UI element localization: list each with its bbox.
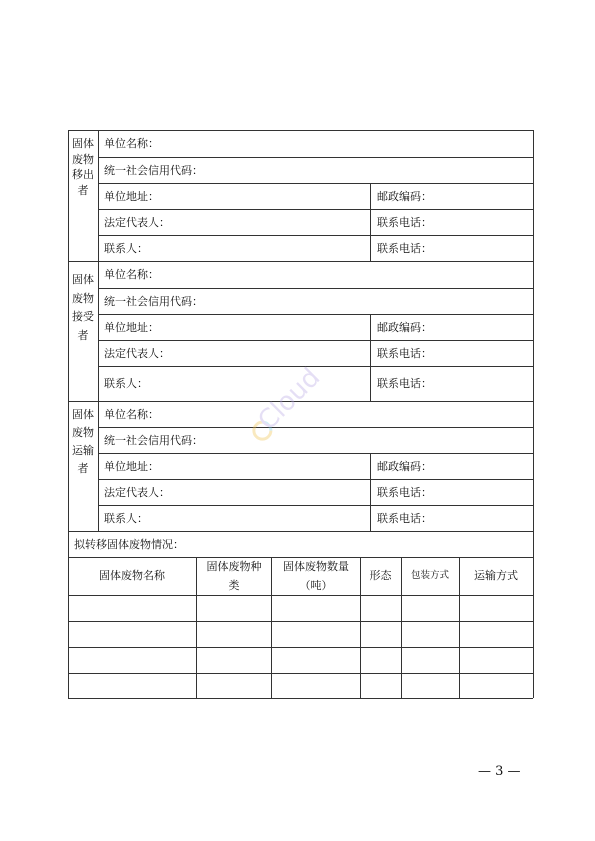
row-border: [68, 673, 533, 674]
row-border: [98, 183, 533, 184]
receiver-postcode-label: 邮政编码：: [377, 321, 432, 334]
col-header-waste-type: 固体废物种类: [206, 560, 262, 592]
row-border: [98, 157, 533, 158]
col-header-form: 形态: [369, 569, 392, 582]
section-title-carrier: 固体废物运输者: [72, 408, 94, 475]
carrier-contact-phone-label: 联系电话：: [377, 512, 432, 525]
section-border: [68, 531, 533, 532]
transfer-heading: 拟转移固体废物情况：: [74, 538, 184, 551]
sender-contact-phone-label: 联系电话：: [377, 242, 432, 255]
sender-unit-name-label: 单位名称：: [104, 137, 159, 150]
receiver-credit-code-label: 统一社会信用代码：: [104, 295, 203, 308]
watermark-text: Cloud: [252, 362, 327, 437]
row-border: [98, 288, 533, 289]
col-border: [370, 183, 371, 262]
receiver-unit-name-label: 单位名称：: [104, 268, 159, 281]
receiver-address-label: 单位地址：: [104, 321, 159, 334]
col-border: [196, 557, 197, 698]
col-border: [533, 130, 534, 698]
row-border: [98, 340, 533, 341]
row-border: [68, 595, 533, 596]
col-header-waste-quantity: 固体废物数量（吨）: [283, 560, 349, 592]
sender-credit-code-label: 统一社会信用代码：: [104, 164, 203, 177]
receiver-contact-label: 联系人：: [104, 377, 148, 390]
carrier-credit-code-label: 统一社会信用代码：: [104, 434, 203, 447]
carrier-contact-label: 联系人：: [104, 512, 148, 525]
row-border: [68, 698, 533, 699]
row-border: [68, 130, 533, 131]
page-number: — 3 —: [478, 764, 521, 779]
col-border: [98, 130, 99, 531]
sender-phone-label: 联系电话：: [377, 216, 432, 229]
row-border: [98, 427, 533, 428]
row-border: [98, 209, 533, 210]
row-border: [98, 235, 533, 236]
sender-legal-rep-label: 法定代表人：: [104, 216, 170, 229]
row-border: [68, 621, 533, 622]
row-border: [98, 314, 533, 315]
col-border: [68, 130, 69, 698]
col-border: [370, 314, 371, 401]
row-border: [98, 453, 533, 454]
col-header-waste-name: 固体废物名称: [99, 569, 165, 582]
carrier-postcode-label: 邮政编码：: [377, 460, 432, 473]
carrier-unit-name-label: 单位名称：: [104, 408, 159, 421]
carrier-phone-label: 联系电话：: [377, 486, 432, 499]
section-title-sender: 固体废物移出者: [72, 137, 94, 197]
section-border: [68, 261, 533, 262]
row-border: [68, 647, 533, 648]
col-border: [271, 557, 272, 698]
receiver-phone-label: 联系电话：: [377, 347, 432, 360]
col-border: [370, 453, 371, 531]
sender-contact-label: 联系人：: [104, 242, 148, 255]
carrier-address-label: 单位地址：: [104, 460, 159, 473]
sender-address-label: 单位地址：: [104, 190, 159, 203]
section-title-receiver: 固体废物接受者: [72, 273, 94, 342]
row-border: [98, 479, 533, 480]
carrier-legal-rep-label: 法定代表人：: [104, 486, 170, 499]
receiver-contact-phone-label: 联系电话：: [377, 377, 432, 390]
row-border: [98, 505, 533, 506]
col-header-packaging: 包装方式: [410, 570, 449, 581]
col-header-transport: 运输方式: [474, 569, 518, 582]
sender-postcode-label: 邮政编码：: [377, 190, 432, 203]
receiver-legal-rep-label: 法定代表人：: [104, 347, 170, 360]
